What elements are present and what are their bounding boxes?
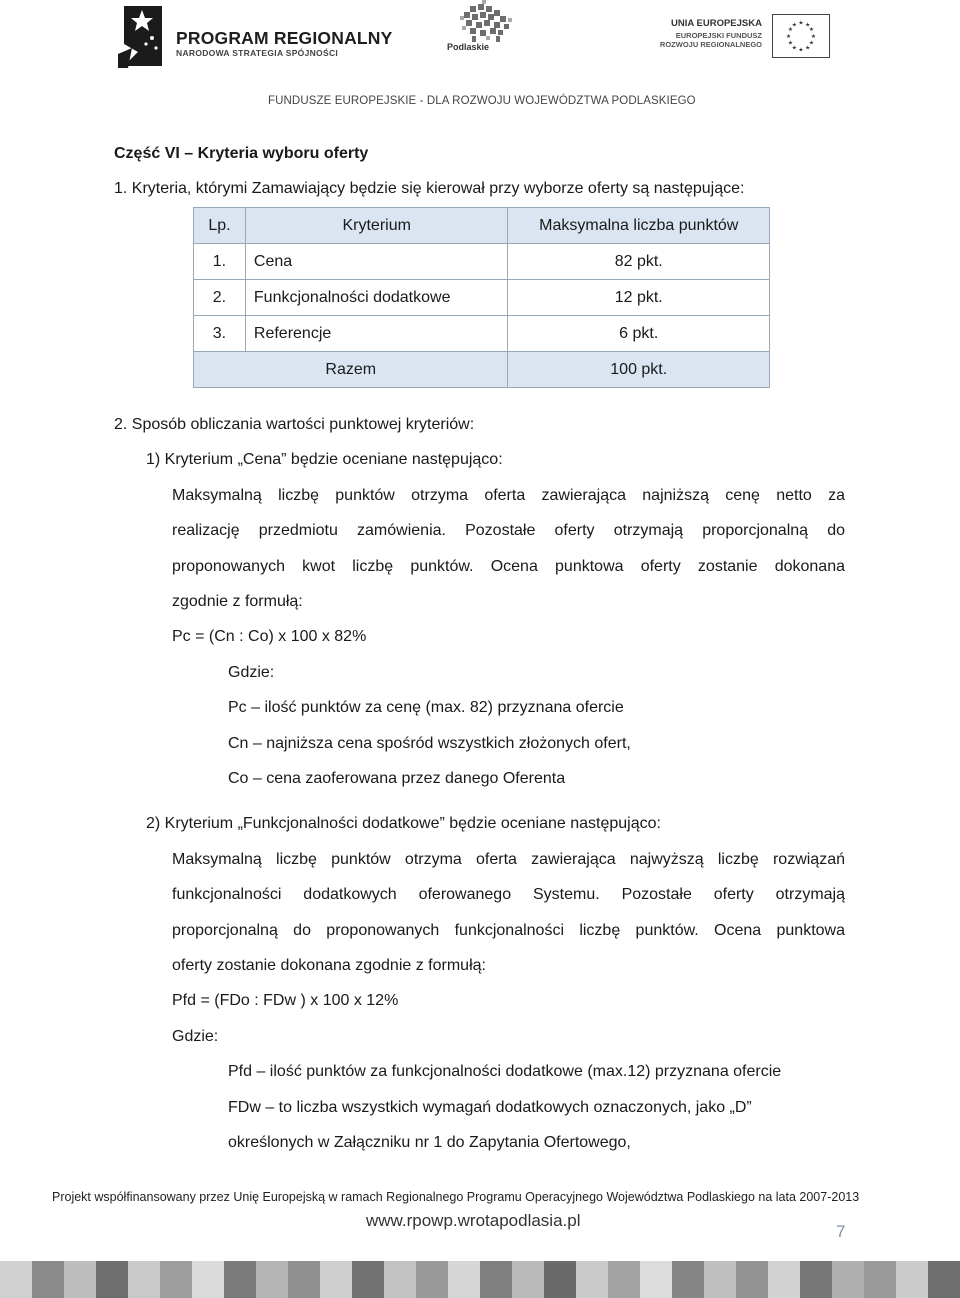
row-lp: 3. bbox=[194, 316, 246, 352]
header-tagline: FUNDUSZE EUROPEJSKIE - DLA ROZWOJU WOJEWÓDZTWA PODLASKIEGO bbox=[268, 95, 696, 107]
program-subtitle: NARODOWA STRATEGIA SPÓJNOŚCI bbox=[176, 48, 339, 58]
program-regionalny-emblem-icon bbox=[118, 4, 166, 68]
program-title: PROGRAM REGIONALNY bbox=[176, 28, 393, 48]
criterion-2-heading: 2) Kryterium „Funkcjonalności dodatkowe” będzie oceniane następująco: bbox=[146, 815, 661, 832]
criterion-2-formula: Pfd = (FDo : FDw ) x 100 x 12% bbox=[172, 992, 399, 1009]
eu-title: UNIA EUROPEJSKA bbox=[671, 18, 762, 29]
criteria-table bbox=[193, 207, 770, 388]
svg-text:★: ★ bbox=[798, 47, 804, 54]
criterion-1-where-label: Gdzie: bbox=[228, 664, 275, 681]
row-points: 6 pkt. bbox=[508, 316, 770, 352]
header-criterion: Kryterium bbox=[245, 208, 508, 244]
svg-text:★: ★ bbox=[787, 27, 794, 34]
row-criterion: Referencje bbox=[245, 316, 508, 352]
program-regionalny-logo bbox=[118, 4, 393, 68]
eu-fund-line2: ROZWOJU REGIONALNEGO bbox=[659, 40, 762, 49]
criterion-1-paragraph-line: proponowanych kwot liczbę punktów. Ocena punktowa oferty zostanie dokonana bbox=[172, 558, 845, 575]
svg-text:★: ★ bbox=[786, 33, 792, 40]
section-title: Część VI – Kryteria wyboru oferty bbox=[114, 145, 369, 162]
criterion-2-definition: FDw – to liczba wszystkich wymagań dodatkowych oznaczonych, jako „D” bbox=[228, 1099, 752, 1116]
svg-text:★: ★ bbox=[808, 27, 815, 34]
eu-flag-icon bbox=[772, 14, 830, 58]
row-points: 12 pkt. bbox=[508, 280, 770, 316]
criterion-1-paragraph-line: Maksymalną liczbę punktów otrzyma oferta zawierająca najniższą cenę netto za bbox=[172, 487, 845, 504]
footer-website-link[interactable]: www.rpowp.wrotapodlasia.pl bbox=[366, 1211, 581, 1230]
podlaskie-label: Podlaskie bbox=[447, 42, 490, 52]
page-header bbox=[0, 0, 960, 112]
svg-text:★: ★ bbox=[805, 45, 811, 52]
row-lp: 1. bbox=[194, 244, 246, 280]
eu-fund-line1: EUROPEJSKI FUNDUSZ bbox=[675, 31, 762, 40]
criterion-1-paragraph-line: realizację przedmiotu zamówienia. Pozostałe oferty otrzymają proporcjonalną do bbox=[172, 522, 845, 539]
criterion-1-paragraph-line: zgodnie z formułą: bbox=[172, 593, 303, 610]
table-row bbox=[194, 244, 770, 280]
svg-text:★: ★ bbox=[791, 45, 797, 52]
criterion-2-paragraph-line: oferty zostanie dokonana zgodnie z formułą: bbox=[172, 957, 486, 974]
svg-text:★: ★ bbox=[808, 40, 815, 47]
criterion-1-formula: Pc = (Cn : Co) x 100 x 82% bbox=[172, 628, 367, 645]
svg-text:★: ★ bbox=[810, 33, 816, 40]
eu-fund-logo bbox=[658, 18, 830, 60]
criterion-2-definition: Pfd – ilość punktów za funkcjonalności dodatkowe (max.12) przyznana ofercie bbox=[228, 1063, 782, 1080]
criterion-1-definition: Pc – ilość punktów za cenę (max. 82) przyznana ofercie bbox=[228, 699, 624, 716]
footer-grey-stripe bbox=[0, 1261, 960, 1298]
svg-text:★: ★ bbox=[805, 22, 811, 29]
criterion-1-definition: Co – cena zaoferowana przez danego Oferenta bbox=[228, 770, 566, 787]
row-lp: 2. bbox=[194, 280, 246, 316]
header-max-points: Maksymalna liczba punktów bbox=[508, 208, 770, 244]
header-lp: Lp. bbox=[194, 208, 246, 244]
criterion-1-definition: Cn – najniższa cena spośród wszystkich złożonych ofert, bbox=[228, 735, 631, 752]
footer-cofinanced-text: Projekt współfinansowany przez Unię Europejską w ramach Regionalnego Programu Operacyjnego Województwa Podlaskiego na lata 2007-2013 bbox=[52, 1190, 860, 1204]
total-label: Razem bbox=[194, 352, 508, 388]
item-2-text: 2. Sposób obliczania wartości punktowej kryteriów: bbox=[114, 416, 475, 433]
criterion-2-where-label: Gdzie: bbox=[172, 1028, 219, 1045]
table-total-row bbox=[194, 352, 770, 388]
page-number: 7 bbox=[836, 1222, 846, 1241]
criterion-2-paragraph-line: proporcjonalną do proponowanych funkcjonalności liczbę punktów. Ocena punktowa bbox=[172, 922, 845, 939]
table-row bbox=[194, 316, 770, 352]
table-header-row bbox=[194, 208, 770, 244]
total-points: 100 pkt. bbox=[508, 352, 770, 388]
svg-text:★: ★ bbox=[798, 20, 804, 27]
criterion-2-paragraph-line: funkcjonalności dodatkowych oferowanego Systemu. Pozostałe oferty otrzymają bbox=[172, 886, 845, 903]
svg-text:★: ★ bbox=[787, 40, 794, 47]
row-points: 82 pkt. bbox=[508, 244, 770, 280]
row-criterion: Cena bbox=[245, 244, 508, 280]
criterion-2-definition: określonych w Załączniku nr 1 do Zapytania Ofertowego, bbox=[228, 1134, 631, 1151]
table-row bbox=[194, 280, 770, 316]
row-criterion: Funkcjonalności dodatkowe bbox=[245, 280, 508, 316]
criterion-2-paragraph-line: Maksymalną liczbę punktów otrzyma oferta zawierająca najwyższą liczbę rozwiązań bbox=[172, 851, 845, 868]
item-1-text: 1. Kryteria, którymi Zamawiający będzie się kierował przy wyborze oferty są następujące: bbox=[114, 180, 745, 197]
criterion-1-heading: 1) Kryterium „Cena” będzie oceniane następująco: bbox=[146, 451, 503, 468]
svg-text:★: ★ bbox=[791, 22, 797, 29]
